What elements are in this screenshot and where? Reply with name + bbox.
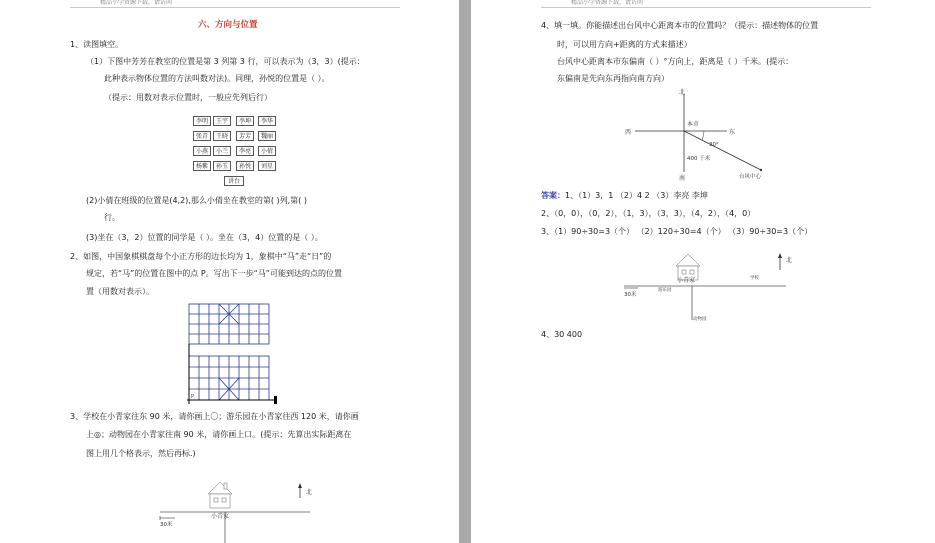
seat: 张青	[193, 131, 211, 141]
seat: 李华	[258, 116, 276, 126]
page-header: 精品小学资源下载，请访问	[571, 0, 644, 6]
question-1-3: (3)坐在（3，2）位置的同学是（ ）。坐在（3，4）位置的是（ ）。	[86, 233, 323, 242]
answer-1-text: 1、（1）3，1 （2）4 2 （3）李亮 李坤	[565, 191, 708, 200]
seat: 芳芳	[236, 131, 254, 141]
header-rule	[541, 7, 871, 8]
house-label: 小青家	[211, 513, 230, 520]
typhoon-label: 台风中心	[739, 174, 762, 180]
west-label: 西	[625, 129, 632, 136]
south-label: 南	[679, 175, 686, 182]
question-4-cont: 时，可以用方向+距离的方式来描述）	[557, 40, 692, 49]
north-arrow-icon	[778, 253, 782, 258]
house-label: 小青家	[677, 277, 696, 284]
question-2: 2、如图，中国象棋棋盘每个小正方形的边长均为 1，象棋中“马”走“日”的	[70, 252, 332, 261]
answer-4: 4、30 400	[541, 330, 583, 339]
scale-label: 30米	[160, 522, 173, 528]
city-label: 本市	[687, 121, 700, 128]
seat: 孙悦	[236, 161, 254, 171]
seat: 小兰	[213, 146, 231, 156]
seat: 刘星	[258, 161, 276, 171]
seat: 小燕	[193, 146, 211, 156]
answer-1	[541, 190, 708, 201]
question-1-1-cont: 此种表示物体位置的方法叫数对法)。同理，孙悦的位置是（ ）。	[104, 74, 330, 83]
point-p-label: P	[191, 394, 195, 400]
question-1-2: (2)小倩在班级的位置是(4,2),那么小倩坐在教室的第( )列,第( )	[86, 196, 307, 205]
section-title: 六、方向与位置	[198, 20, 258, 30]
left-page	[0, 0, 459, 543]
scale-label: 30米	[624, 292, 637, 298]
question-2-cont2: 置（用数对表示）。	[86, 287, 154, 296]
chessboard-diagram	[185, 300, 285, 408]
house-icon	[208, 482, 232, 508]
question-3-cont2: 图上用几个格表示，然后再标.)	[86, 449, 196, 458]
question-1-hint: （提示：用数对表示位置时，一般应先列后行）	[104, 93, 272, 102]
question-1: 1、读图填空。	[70, 40, 124, 49]
seat: 李坤	[236, 116, 254, 126]
east-label: 东	[729, 129, 736, 136]
north-label: 北	[786, 257, 793, 264]
question-1-2-cont: 行。	[104, 213, 120, 222]
seat: 李亮	[236, 146, 254, 156]
answer-label: 答案：	[541, 191, 565, 200]
podium: 讲台	[224, 176, 244, 186]
compass-diagram	[621, 88, 781, 184]
page-header: 精品小学资源下载，请访问	[100, 0, 173, 6]
answer-2: 2、（0，0），（0，2），（1，3），（3，3），（4，2），（4，0）	[541, 209, 756, 218]
question-3: 3、学校在小青家往东 90 米，请你画上〇；游乐园在小青家往西 120 米，请你画	[70, 412, 359, 421]
seat: 王晓	[213, 131, 231, 141]
distance-label: 400 千米	[687, 156, 711, 162]
seat: 李明	[193, 116, 211, 126]
map-diagram	[150, 474, 320, 543]
school-label: 学校	[750, 276, 759, 281]
question-4: 4、填一填。你能描述出台风中心距离本市的位置吗？（提示：描述物体的位置	[541, 21, 819, 30]
map-answer-diagram	[616, 244, 796, 324]
question-1-1: （1）下图中芳芳在教室的位置是第 3 列第 3 行，可以表示为（3，3）(提示：	[86, 57, 365, 66]
zoo-label: 动物园	[693, 317, 707, 322]
answer-3: 3、（1）90÷30=3（个） （2）120÷30=4（个） （3）90÷30=3（个）	[541, 227, 813, 236]
seat: 杨紫	[193, 161, 211, 171]
park-label: 游乐园	[658, 288, 672, 293]
header-rule	[70, 7, 400, 8]
north-arrow-icon	[298, 483, 302, 488]
question-4-hint: 东偏南是先向东再指向南方向）	[557, 74, 669, 83]
question-3-cont: 上◎；动物园在小青家往南 90 米，请你画上口。(提示：先算出实际距离在	[86, 430, 352, 439]
question-2-cont: 规定，若“马”的位置在图中的点 P。写出下一步“马”可能到达的点的位置	[86, 269, 342, 278]
north-label: 北	[306, 489, 313, 496]
question-4-fill: 台风中心距离本市东偏南（ ）°方向上，距离是（ ）千米。(提示：	[557, 57, 794, 66]
seat: 小倩	[258, 146, 276, 156]
right-page	[471, 0, 935, 543]
seat: 魏丽	[258, 131, 276, 141]
north-label: 北	[679, 89, 686, 96]
angle-label: 30°	[709, 142, 719, 148]
seat: 孙玉	[213, 161, 231, 171]
seat: 王宇	[213, 116, 231, 126]
